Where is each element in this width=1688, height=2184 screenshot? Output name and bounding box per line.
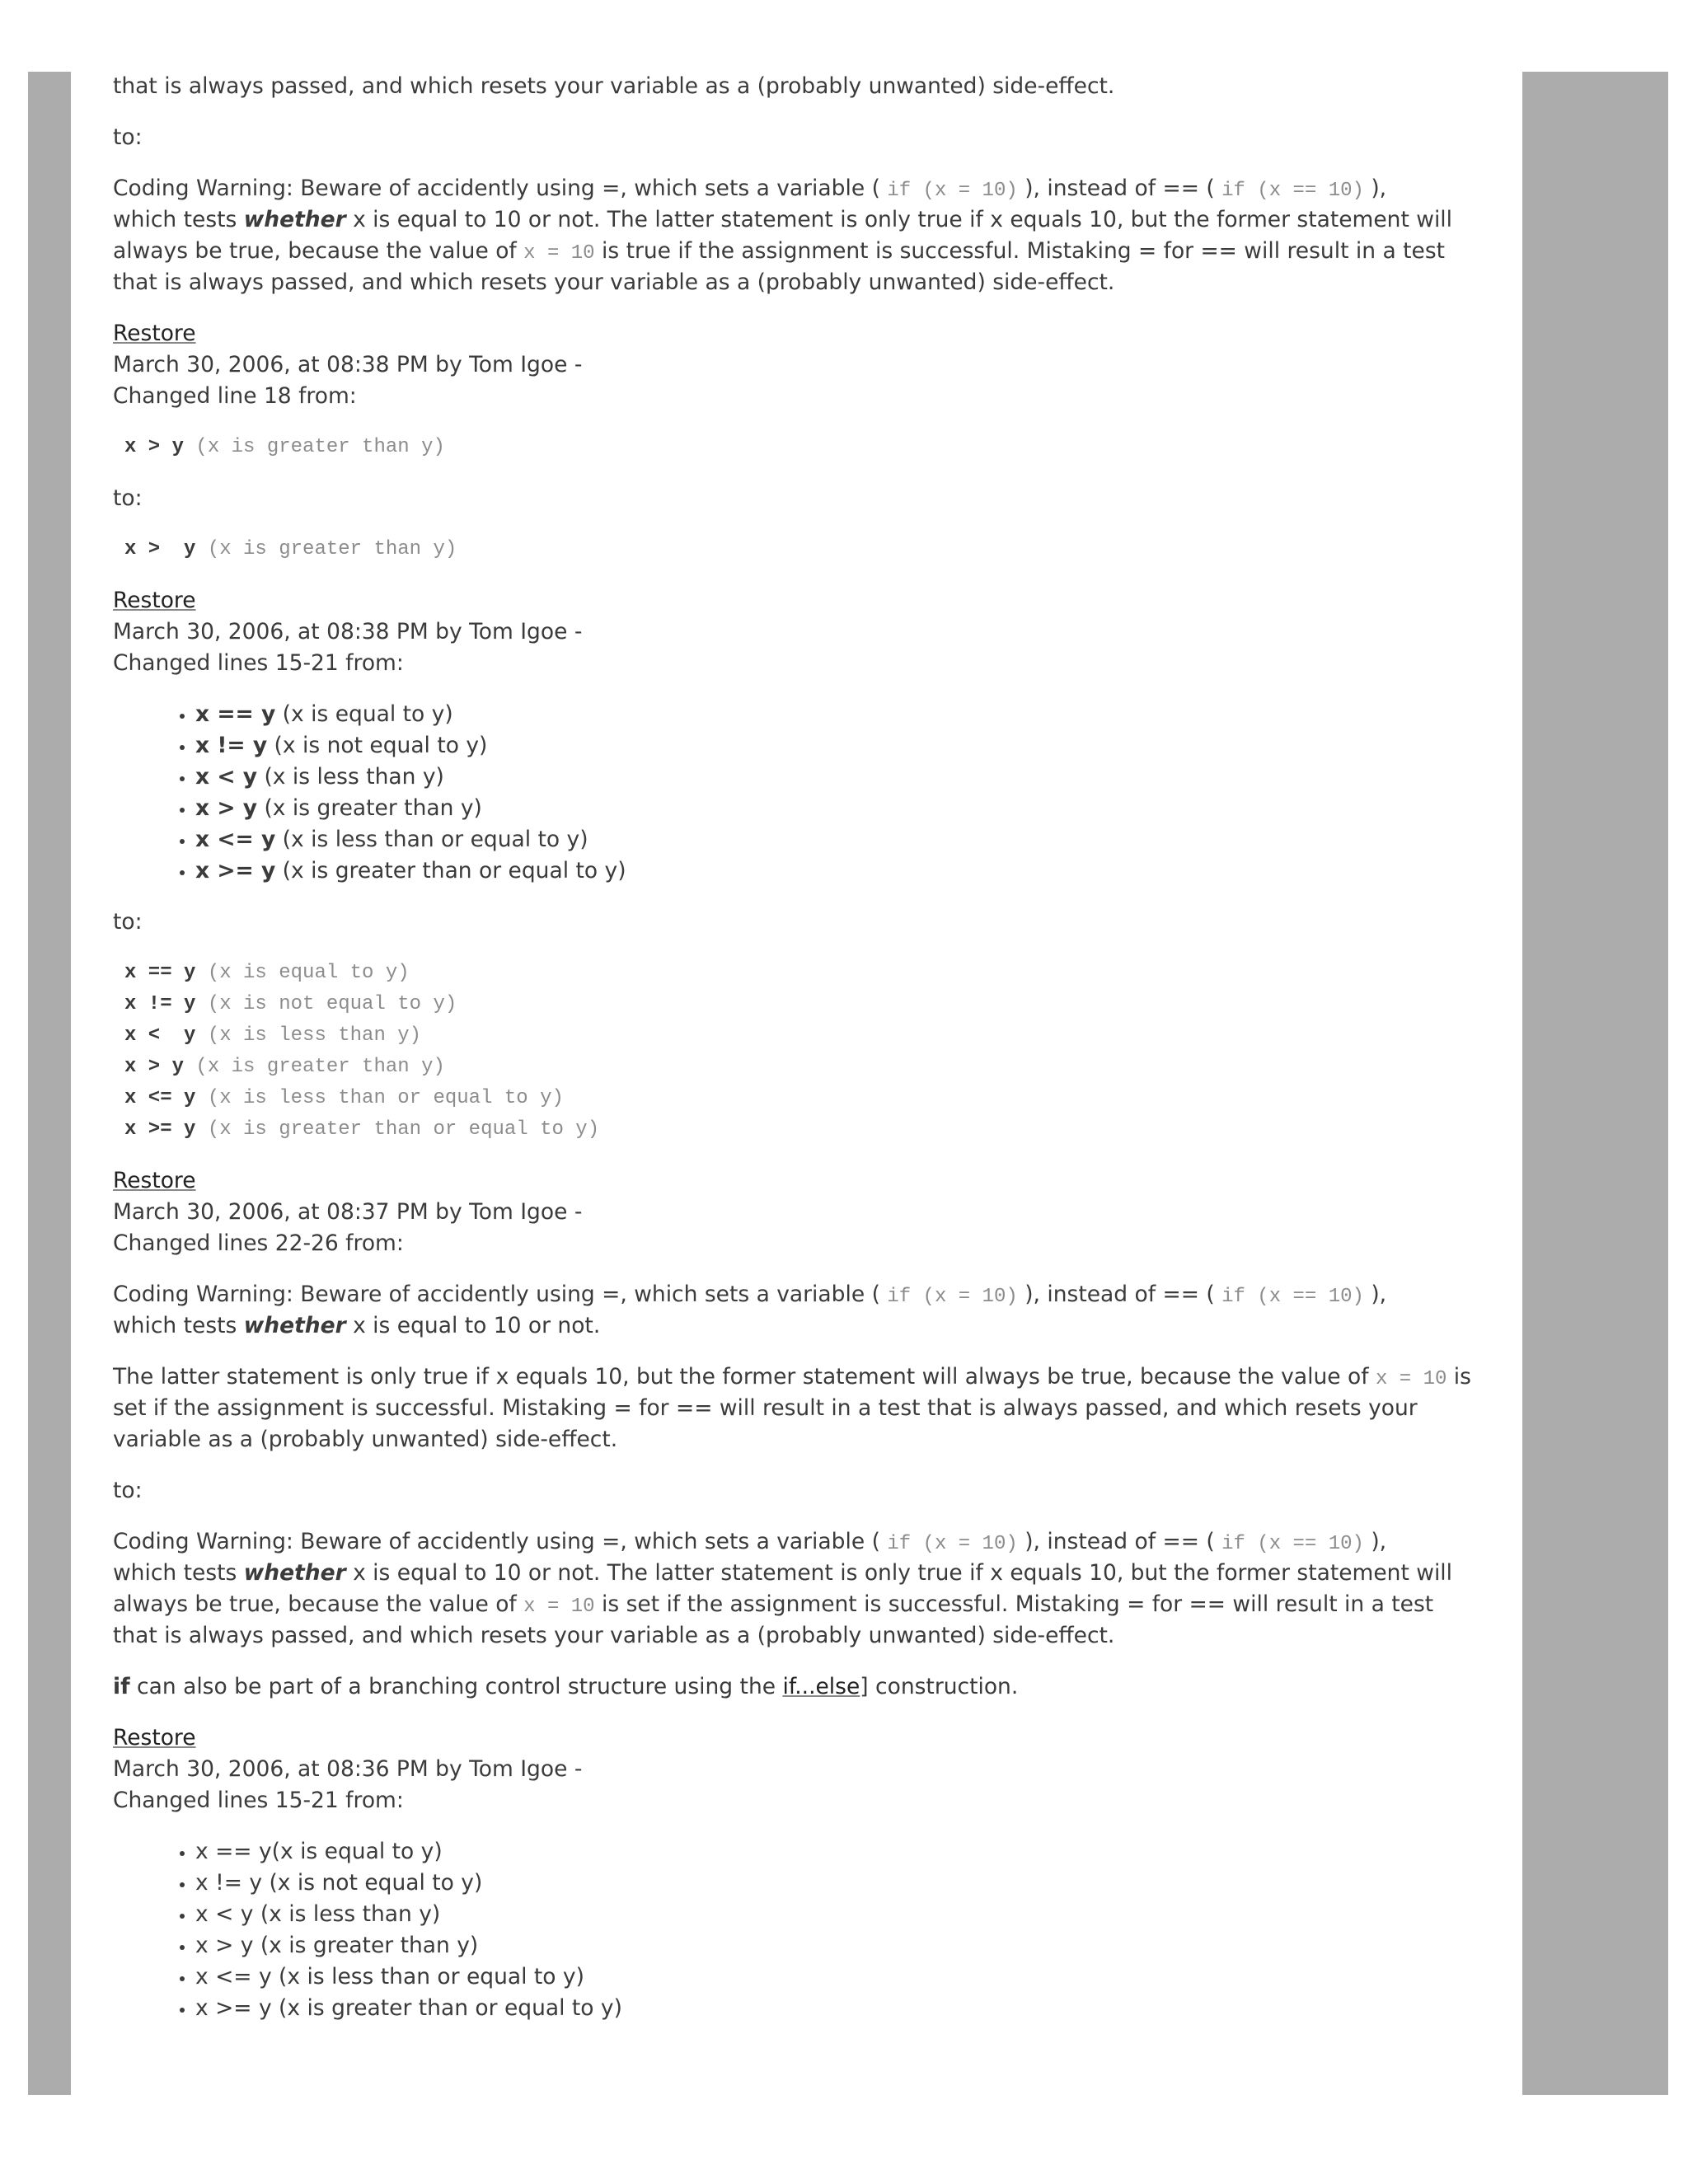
text-run: x == y(x is equal to y) [195, 1839, 443, 1864]
emphasis: whether [243, 207, 346, 232]
text-run: (x is greater than y) [195, 538, 457, 560]
restore-line [113, 585, 1465, 616]
restore-line [113, 1165, 1465, 1197]
revision-header [113, 1722, 1465, 1816]
text-run: (x is greater than y) [184, 1056, 445, 1078]
list-item [195, 699, 1465, 730]
text-line [113, 1526, 1465, 1558]
bold-text: if [113, 1674, 130, 1699]
list-item [195, 1961, 1465, 1993]
text-run: that is always passed, and which resets your variable as a (probably unwanted) side-effect. [113, 1623, 1115, 1648]
bold-text: x >= y [124, 1118, 196, 1141]
left-gutter [28, 72, 71, 2095]
text-line [113, 483, 1465, 514]
spacer [113, 1507, 1465, 1526]
inline-code: x = 10 [523, 242, 595, 265]
list-item [195, 730, 1465, 762]
text-line [113, 267, 1465, 298]
text-line [113, 907, 1465, 938]
list-item [195, 762, 1465, 793]
code-line [113, 1020, 1465, 1052]
text-run: to: [113, 909, 143, 935]
spacer [113, 1259, 1465, 1279]
page-history-content [113, 71, 1471, 2044]
text-run: to: [113, 124, 143, 150]
spacer [113, 938, 1465, 958]
text-run: x is equal to 10 or not. [345, 1313, 601, 1338]
bold-text: x != y [124, 993, 196, 1015]
bold-text: x > y [195, 795, 258, 821]
text-run: which tests [113, 1560, 244, 1586]
text-run: ), instead of == ( [1017, 176, 1222, 201]
text-run: which tests [113, 1313, 244, 1338]
list-item [195, 793, 1465, 824]
text-run: which tests [113, 207, 244, 232]
paragraph [113, 1475, 1465, 1507]
spacer [113, 514, 1465, 534]
bold-text: x > y [124, 538, 196, 560]
paragraph [113, 1279, 1465, 1342]
operator-list [113, 699, 1465, 887]
list-item [195, 1993, 1465, 2024]
code-line [113, 534, 1465, 565]
changed-lines-label: Changed lines 15-21 from: [113, 1788, 404, 1813]
if-else-link[interactable]: if...else [782, 1674, 860, 1699]
text-run: ), [1363, 176, 1387, 201]
emphasis: whether [243, 1560, 346, 1586]
text-run: x != y (x is not equal to y) [195, 1870, 483, 1896]
text-run: (x is not equal to y) [195, 993, 457, 1015]
spacer [113, 1342, 1465, 1361]
text-line [113, 1671, 1465, 1703]
text-line [113, 1558, 1465, 1589]
text-run: Coding Warning: Beware of accidently using =, which sets a variable ( [113, 1282, 888, 1307]
text-run: x is equal to 10 or not. The latter statement is only true if x equals 10, but the former statement will [345, 207, 1453, 232]
inline-code: if (x == 10) [1221, 1533, 1364, 1555]
spacer [113, 2024, 1465, 2044]
restore-line [113, 1722, 1465, 1754]
paragraph [113, 1526, 1465, 1652]
spacer [113, 565, 1465, 585]
text-run: can also be part of a branching control structure using the [129, 1674, 783, 1699]
spacer [113, 153, 1465, 173]
inline-code: if (x = 10) [887, 1533, 1018, 1555]
revision-meta: March 30, 2006, at 08:38 PM by Tom Igoe - [113, 619, 583, 644]
bold-text: x <= y [124, 1087, 196, 1109]
bold-text: x < y [124, 1024, 196, 1047]
paragraph [113, 483, 1465, 514]
text-line [113, 1279, 1465, 1310]
text-run: set if the assignment is successful. Mistaking = for == will result in a test that is always passed, and which resets your [113, 1395, 1418, 1421]
text-run: (x is greater than y) [257, 795, 482, 821]
spacer [113, 1652, 1465, 1671]
text-run: variable as a (probably unwanted) side-effect. [113, 1427, 618, 1452]
text-line [113, 1310, 1465, 1342]
list-item [195, 1930, 1465, 1961]
text-run: always be true, because the value of [113, 238, 524, 264]
text-run: to: [113, 485, 143, 511]
text-line [113, 1424, 1465, 1455]
spacer [113, 1146, 1465, 1165]
text-run: (x is less than or equal to y) [275, 827, 588, 852]
inline-code: if (x == 10) [1221, 1286, 1364, 1308]
paragraph [113, 71, 1465, 102]
inline-code: if (x = 10) [887, 180, 1018, 202]
code-line [113, 1052, 1465, 1083]
text-line [113, 1475, 1465, 1507]
revision-header [113, 1165, 1465, 1259]
spacer [113, 102, 1465, 122]
paragraph [113, 907, 1465, 938]
text-run: is [1447, 1364, 1471, 1390]
list-item [195, 1836, 1465, 1868]
text-run: that is always passed, and which resets your variable as a (probably unwanted) side-effect. [113, 73, 1115, 99]
right-gutter [1522, 72, 1668, 2095]
text-line [113, 1620, 1465, 1652]
text-run: (x is greater than y) [184, 436, 445, 458]
inline-code: x = 10 [523, 1596, 595, 1618]
spacer [113, 679, 1465, 699]
spacer [113, 1703, 1465, 1722]
restore-link[interactable]: Restore [113, 1168, 196, 1193]
bold-text: x <= y [195, 827, 276, 852]
changed-lines-label: Changed lines 22-26 from: [113, 1230, 404, 1256]
revision-header [113, 318, 1465, 412]
text-run: x >= y (x is greater than or equal to y) [195, 1995, 622, 2021]
text-run: ] construction. [860, 1674, 1019, 1699]
inline-code: if (x == 10) [1221, 180, 1364, 202]
spacer [113, 298, 1465, 318]
code-line [113, 989, 1465, 1020]
restore-link[interactable]: Restore [113, 1725, 196, 1750]
text-run: x > y (x is greater than y) [195, 1933, 479, 1958]
spacer [113, 412, 1465, 432]
code-block [113, 958, 1465, 1146]
text-run: (x is less than y) [257, 764, 444, 790]
text-line [113, 173, 1465, 204]
text-run: ), [1363, 1529, 1387, 1554]
text-run: Coding Warning: Beware of accidently using =, which sets a variable ( [113, 176, 888, 201]
bold-text: x > y [124, 1056, 185, 1078]
list-item [195, 1868, 1465, 1899]
text-run: (x is not equal to y) [267, 733, 488, 758]
revision-meta: March 30, 2006, at 08:38 PM by Tom Igoe - [113, 352, 583, 377]
text-run: (x is equal to y) [275, 701, 453, 727]
text-run: to: [113, 1478, 143, 1503]
code-block [113, 432, 1465, 463]
revision-meta: March 30, 2006, at 08:36 PM by Tom Igoe - [113, 1756, 583, 1782]
list-item [195, 1899, 1465, 1930]
code-line [113, 1083, 1465, 1114]
text-line [113, 1393, 1465, 1424]
spacer [113, 1816, 1465, 1836]
restore-link[interactable]: Restore [113, 588, 196, 613]
text-line [113, 1361, 1471, 1393]
bold-text: x < y [195, 764, 258, 790]
changed-lines-label: Changed lines 15-21 from: [113, 650, 404, 676]
spacer [113, 887, 1465, 907]
emphasis: whether [243, 1313, 346, 1338]
text-run: (x is equal to y) [195, 962, 410, 984]
text-run: (x is greater than or equal to y) [195, 1118, 600, 1141]
text-line [113, 122, 1465, 153]
spacer [113, 1455, 1465, 1475]
paragraph [113, 173, 1465, 298]
bold-text: x >= y [195, 858, 276, 883]
paragraph [113, 122, 1465, 153]
text-run: The latter statement is only true if x equals 10, but the former statement will always be true, because the value of [113, 1364, 1376, 1390]
text-run: (x is less than y) [195, 1024, 422, 1047]
bold-text: x != y [195, 733, 268, 758]
text-run: x <= y (x is less than or equal to y) [195, 1964, 584, 1990]
list-item [195, 855, 1465, 887]
code-line [113, 1114, 1465, 1146]
paragraph [113, 1361, 1471, 1455]
inline-code: if (x = 10) [887, 1286, 1018, 1308]
text-run: ), instead of == ( [1017, 1529, 1222, 1554]
code-line [113, 958, 1465, 989]
code-line [113, 432, 1465, 463]
changed-lines-label: Changed line 18 from: [113, 383, 357, 409]
paragraph [113, 1671, 1465, 1703]
inline-code: x = 10 [1375, 1368, 1447, 1390]
text-run: is set if the assignment is successful. Mistaking = for == will result in a test [594, 1591, 1434, 1617]
text-run: x is equal to 10 or not. The latter statement is only true if x equals 10, but the former statement will [345, 1560, 1453, 1586]
list-item [195, 824, 1465, 855]
bold-text: x == y [124, 962, 196, 984]
operator-list [113, 1836, 1465, 2024]
text-run: ), [1363, 1282, 1387, 1307]
bold-text: x > y [124, 436, 185, 458]
text-run: is true if the assignment is successful. Mistaking = for == will result in a test [594, 238, 1446, 264]
revision-meta: March 30, 2006, at 08:37 PM by Tom Igoe - [113, 1199, 583, 1225]
text-run: x < y (x is less than y) [195, 1901, 441, 1927]
text-line [113, 71, 1465, 102]
text-run: always be true, because the value of [113, 1591, 524, 1617]
spacer [113, 463, 1465, 483]
restore-link[interactable]: Restore [113, 321, 196, 346]
text-line [113, 204, 1465, 236]
revision-header [113, 585, 1465, 679]
text-run: that is always passed, and which resets your variable as a (probably unwanted) side-effect. [113, 269, 1115, 295]
text-run: (x is less than or equal to y) [195, 1087, 564, 1109]
text-run: ), instead of == ( [1017, 1282, 1222, 1307]
text-line [113, 236, 1465, 267]
text-line [113, 1589, 1465, 1620]
text-run: (x is greater than or equal to y) [275, 858, 626, 883]
bold-text: x == y [195, 701, 276, 727]
restore-line [113, 318, 1465, 349]
code-block [113, 534, 1465, 565]
text-run: Coding Warning: Beware of accidently using =, which sets a variable ( [113, 1529, 888, 1554]
